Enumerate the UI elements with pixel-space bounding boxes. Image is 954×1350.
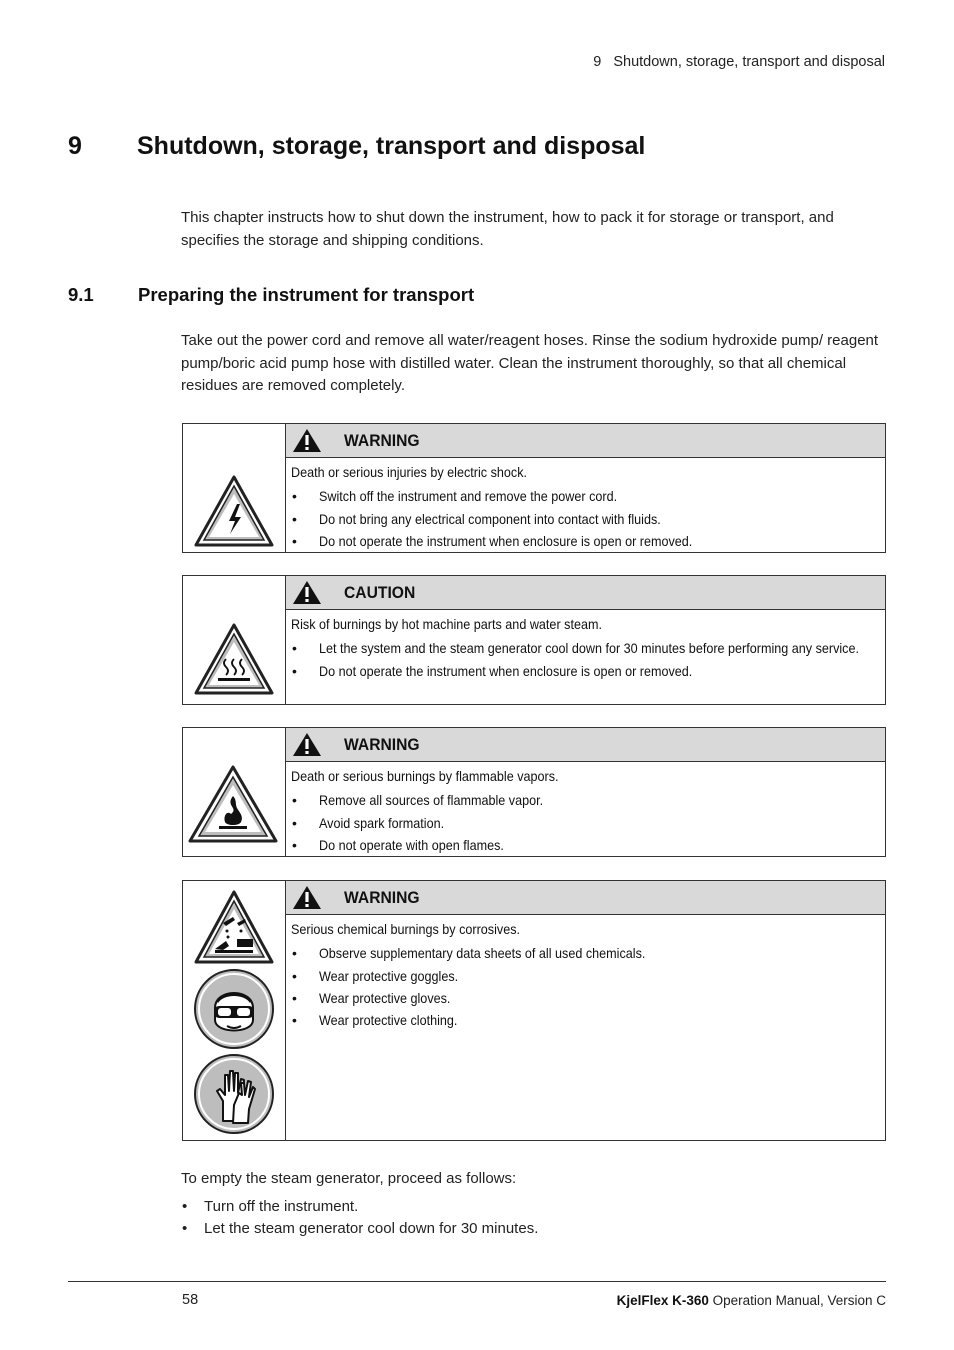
running-header-chapter-num: 9 [593,54,602,70]
notice-symbol-column [183,576,286,704]
notice-body [286,458,877,552]
notice-lead: Serious chemical burnings by corrosives. [291,921,521,937]
notice-symbol-column [183,424,286,552]
notice-symbol-column [183,881,286,1140]
hot-surface-hazard-icon [193,622,275,696]
section-heading [68,284,474,306]
notice-body [286,915,877,1031]
chapter-number: 9 [68,132,82,160]
section-intro: Take out the power cord and remove all water/reagent hoses. Rinse the sodium hydroxide pump/ reagent pump/boric acid pump hose with distilled water. Clean the instrument thoroughly, so that all chemical residues are removed completely. [181,332,879,394]
notice-header [286,728,885,762]
list-item: • Wear protective clothing. [286,1009,877,1031]
notice-lead: Death or serious injuries by electric shock. [291,464,528,480]
notice-list [286,789,877,856]
notice-list [286,485,877,552]
footer-doc: Operation Manual, Version C [708,1293,886,1308]
signal-word: WARNING [344,888,420,907]
notice-header [286,576,885,610]
chapter-title: Shutdown, storage, transport and disposal [137,132,646,160]
notice-list [286,942,877,1031]
notice-body [286,610,877,682]
section-title: Preparing the instrument for transport [138,284,475,305]
notice-list [286,637,877,682]
exclamation-triangle-icon [292,428,322,453]
corrosive-hazard-icon [193,889,275,965]
steam-generator-steps [181,1196,538,1241]
list-item: • Do not operate the instrument when enclosure is open or removed. [286,660,877,682]
signal-word: WARNING [344,735,420,754]
exclamation-triangle-icon [292,732,322,757]
notice-header [286,424,885,458]
running-header-title: Shutdown, storage, transport and disposal [613,54,885,70]
section-number: 9.1 [68,284,94,305]
notice-symbol-column [183,728,286,856]
list-item: • Observe supplementary data sheets of all used chemicals. [286,942,877,964]
warning-notice-corrosives [182,880,886,1141]
signal-word: WARNING [344,431,420,450]
electric-shock-hazard-icon [193,474,275,548]
list-item: • Wear protective gloves. [286,987,877,1009]
goggles-required-icon [193,968,275,1050]
list-item: • Let the steam generator cool down for 30 minutes. [181,1218,538,1240]
page-number: 58 [182,1292,199,1308]
warning-notice-flammable [182,727,886,857]
chapter-heading [68,132,645,161]
list-item: • Do not operate the instrument when enclosure is open or removed. [286,530,877,552]
footer-divider [68,1281,886,1282]
caution-notice-hot-surface [182,575,886,705]
notice-lead: Risk of burnings by hot machine parts and water steam. [291,616,602,632]
list-item: • Switch off the instrument and remove the power cord. [286,485,877,507]
steam-generator-intro: To empty the steam generator, proceed as follows: [181,1170,517,1187]
chapter-intro: This chapter instructs how to shut down the instrument, how to pack it for storage or transport, and specifies the storage and shipping conditions. [181,209,834,249]
exclamation-triangle-icon [292,885,322,910]
notice-lead: Death or serious burnings by flammable vapors. [291,768,559,784]
notice-header [286,881,885,915]
footer-product: KjelFlex K-360 [616,1293,709,1308]
warning-notice-electric-shock [182,423,886,553]
gloves-required-icon [193,1053,275,1135]
list-item: • Turn off the instrument. [181,1196,538,1218]
list-item: • Wear protective goggles. [286,965,877,987]
list-item: • Remove all sources of flammable vapor. [286,789,877,811]
list-item: • Do not operate with open flames. [286,834,877,856]
list-item: • Do not bring any electrical component into contact with fluids. [286,508,877,530]
flammable-hazard-icon [187,764,279,844]
running-header [560,54,885,70]
signal-word: CAUTION [344,583,416,602]
notice-body [286,762,877,856]
exclamation-triangle-icon [292,580,322,605]
list-item: • Let the system and the steam generator cool down for 30 minutes before performing any service. [286,637,877,659]
footer-document-title [617,1293,886,1308]
list-item: • Avoid spark formation. [286,812,877,834]
